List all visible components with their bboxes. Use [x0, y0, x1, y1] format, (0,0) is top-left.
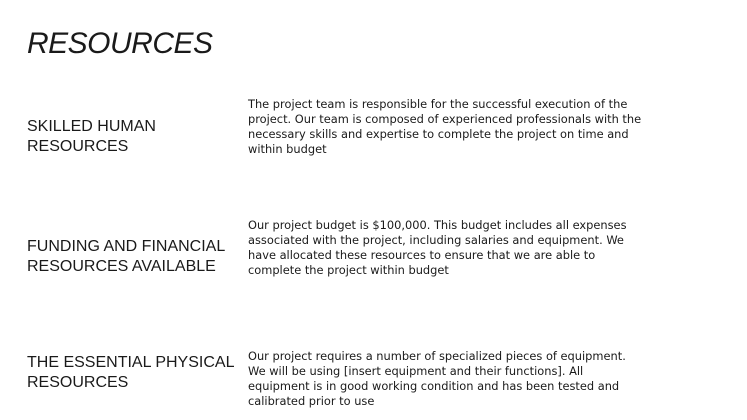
section-heading: THE ESSENTIAL PHYSICAL RESOURCES: [27, 354, 234, 391]
section-body: Our project budget is $100,000. This budget includes all expenses associated with the project, including salaries and equipment. We have allocated these resources to ensure that we are able to complete the project within budget: [248, 218, 627, 277]
section-body: The project team is responsible for the successful execution of the project. Our team is composed of experienced professionals with the necessary skills and expertise to complete the project on time and within budget: [248, 97, 642, 156]
section-heading: FUNDING AND FINANCIAL RESOURCES AVAILABLE: [27, 238, 225, 275]
section-heading: SKILLED HUMAN RESOURCES: [27, 118, 156, 155]
page-title: RESOURCES: [27, 27, 213, 60]
section-body: Our project requires a number of specialized pieces of equipment. We will be using [insert equipment and their functions]. All equipment is in good working condition and has been tested and calibrated prior to use: [248, 349, 626, 408]
